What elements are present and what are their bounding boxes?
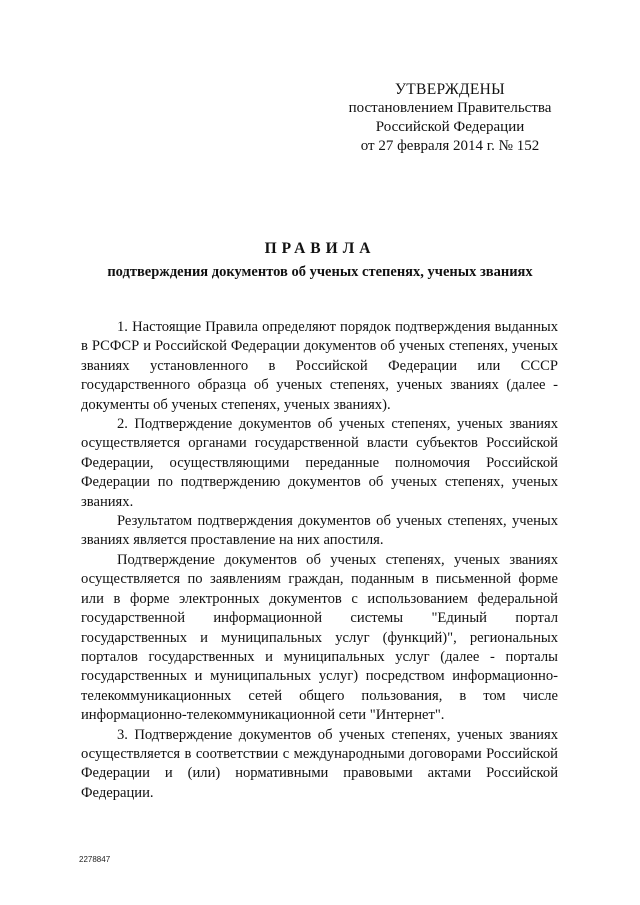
- approval-block: [330, 80, 570, 156]
- approval-line-3: от 27 февраля 2014 г. № 152: [360, 138, 540, 154]
- document-body: [81, 318, 558, 803]
- paragraph-4: Подтверждение документов об ученых степенях, ученых званиях осуществляется по заявлениям граждан, поданным в письменной форме или в форме электронных документов с использованием федеральной государственной информационной системы "Единый портал государственных и муниципальных услуг (функций)", региональных порталов государственных и муниципальных услуг (далее - порталы государственных и муниципальных услуг) посредством информационно-телекоммуникационных сетей общего пользования, в том числе информационно-телекоммуникационной сети "Интернет".: [81, 551, 558, 724]
- approval-heading: УТВЕРЖДЕНЫ: [395, 81, 505, 98]
- paragraph-2: 2. Подтверждение документов об ученых степенях, ученых званиях осуществляется органами государственной власти субъектов Российской Федерации, осуществляющими переданные полномочия Российской Федерации по подтверждению документов об ученых степенях, ученых званиях.: [81, 416, 558, 510]
- paragraph-3: Результатом подтверждения документов об ученых степенях, ученых званиях является проставление на них апостиля.: [81, 513, 558, 549]
- paragraph-1: 1. Настоящие Правила определяют порядок подтверждения выданных в РСФСР и Российской Федерации документов об ученых степенях, ученых званиях установленного в Российской Федерации или СССР государственного образца об ученых степенях, ученых званиях (далее - документы об ученых степенях, ученых званиях).: [81, 319, 558, 413]
- paragraph-5: 3. Подтверждение документов об ученых степенях, ученых званиях осуществляется в соответствии с международными договорами Российской Федерации и (или) нормативными правовыми актами Российской Федерации.: [81, 726, 558, 801]
- approval-line-2: Российской Федерации: [375, 119, 525, 135]
- approval-line-1: постановлением Правительства: [348, 100, 552, 116]
- document-subtitle: подтверждения документов об ученых степенях, ученых званиях: [107, 264, 533, 280]
- document-number: 2278847: [79, 855, 111, 864]
- document-title: ПРАВИЛА: [264, 240, 376, 257]
